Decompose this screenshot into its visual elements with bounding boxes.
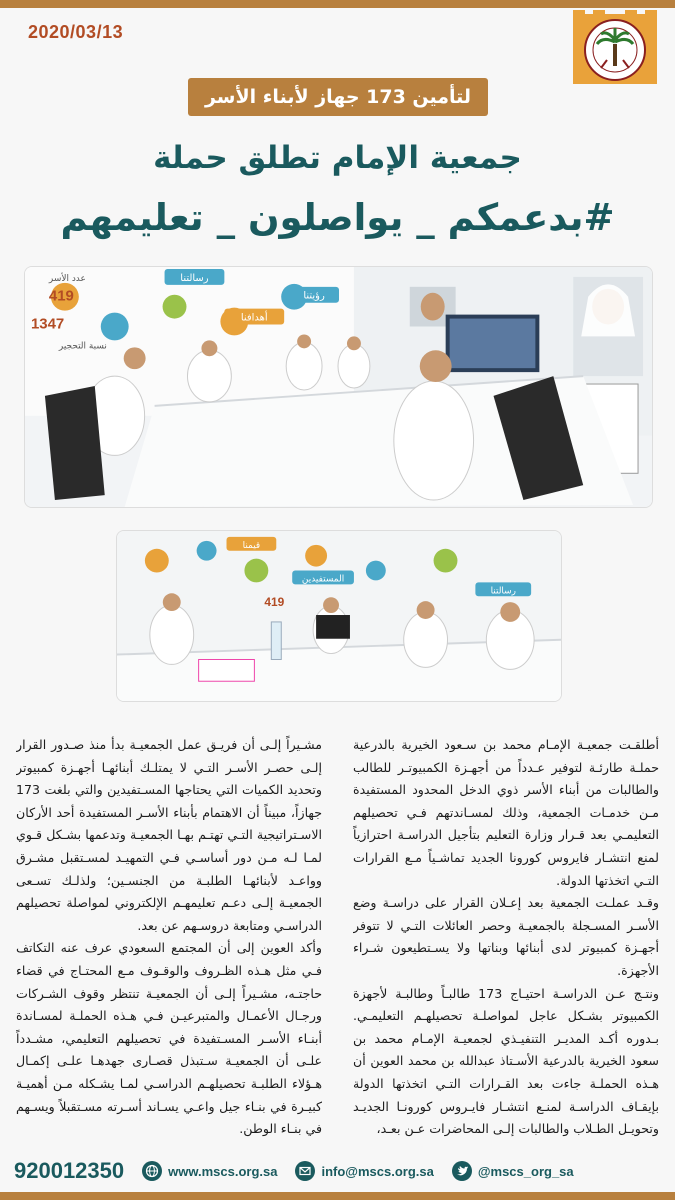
headline-line-1: جمعية الإمام تطلق حملة: [153, 140, 522, 176]
website-link[interactable]: [142, 1161, 277, 1181]
globe-icon: [142, 1161, 162, 1181]
sign-vision: رؤيتنا: [303, 290, 325, 302]
article-paragraph: وأكد العوين إلى أن المجتمع السعودي عرف عنه التكاتف فـي مثل هـذه الظـروف والوقـوف مـع المحتـاج في قضاء حاجتـه، مشـيراً إلـى أن الجمعيـة تنتظر وقوف الشـركات ورجـال الأعمـال والمتبرعيـن فـي هـذه الحملـة لمسـاندة أبنـاء الأسـر المسـتفيدة في تحصيلهم التعليمي، مشـدداً علـى أن الجمعيـة سـتبذل قصـارى جهدهـا علـى إكمـال هـؤلاء الطلبـة تحصيلهـم الدراسـي لمـا يشـكله مـن أهميـة كبيـرة في بنـاء جيل واعـي يسـاند أسـرته مسـتقبلاً ويسـهم في بنـاء الوطن.: [16, 940, 322, 1137]
email-text: info@mscs.org.sa: [321, 1163, 434, 1179]
bottom-border: [0, 1192, 675, 1200]
phone-number: 920012350: [14, 1158, 125, 1183]
sign-beneficiaries: المستفيدين: [301, 574, 345, 585]
email-link[interactable]: [295, 1161, 433, 1181]
subtitle-ribbon: لتأمين 173 جهاز لأبناء الأسر: [188, 78, 488, 116]
sign-goals: أهدافنا: [240, 312, 268, 324]
logo-emblem-icon: [567, 10, 663, 88]
top-border: [0, 0, 675, 8]
sign-mission-2: رسالتنا: [490, 586, 516, 597]
mail-icon: [295, 1161, 315, 1181]
sign-values: قيمنا: [242, 540, 261, 551]
headline-hashtag: #بدعمكم _ يواصلون _ تعليمهم: [60, 196, 615, 239]
meeting-photo-1: [24, 266, 653, 508]
article-paragraph: أطلقـت جمعيـة الإمـام محمد بن سـعود الخيرية بالدرعية حملـة طارئـة لتوفير عـدداً من أجهـزة الكمبيوتـر للطالب والطالبات من أبناء الأسر ذوي الدخل المحدود المستفيدة مـن خدمـات الجمعية، وذلك لمسـاندتهم فـي تحصيلهم التعليمـي بعد قـرار وزارة التعليم بتأجيل الدراسـة احترازياً لمنع انتشـار فايروس كورونا الجديد تماشـياً مـع القرارات التـي اتخذتها الدولة.: [353, 737, 659, 888]
article-paragraph: وقـد عملـت الجمعية بعد إعـلان القرار على دراسـة وضع الأسـر المسـجلة بالجمعيـة وحصر العائلات التـي لا تتوفر أجهـزة كمبيوتر لدى أبنائها وبناتها ولا يسـتطيعون شـراء الأجهزة.: [353, 895, 659, 978]
article-column-left: [16, 734, 322, 1152]
publish-date: 2020/03/13: [28, 22, 124, 42]
twitter-link[interactable]: [452, 1161, 574, 1181]
article-paragraph: ونتـج عـن الدراسـة احتيـاج 173 طالبـاً وطالبـة لأجهزة الكمبيوتر بشـكل عاجل لمواصلـة تحصيلهـم التعليمـي. بـدوره أكـد المديـر التنفيـذي لجمعيـة الإمـام محمد بن سعود الخيرية بالدرعية الأسـتاذ عبدالله بن محمد العوين أن هـذه الحملـة جاءت بعد القـرارات التـي اتخذتها الدولة بإيقـاف الدراسـة لمنـع انتشـار فايـروس كورونـا الجديـد وتحويـل الطـلاب والطالبات إلـى المحاضرات عـن بعـد،: [353, 985, 659, 1137]
twitter-handle: @mscs_org_sa: [477, 1163, 574, 1179]
sign-stat1-label: عدد الأسر: [48, 273, 86, 284]
meeting-photo-2: [116, 530, 562, 702]
article-paragraph: مشـيراً إلـى أن فريـق عمل الجمعيـة بدأ منذ صـدور القرار إلـى حصـر الأسـر التـي لا يمتلـك أبنائهـا أجهـزة كمبيوتر وتحديد الكميات التي يحتاجها المسـتفيدين والتي بلغت 173 جهازاً، مبيناً أن الاهتمام بأبناء الأسـر المستفيدة أحد الأركان الاسـتراتيجية التـي تهتـم بهـا الجمعيـة وتدعمها بشـكل قـوي لمـا لـه مـن دور أساسـي فـي التمهيـد لمسـتقبل مشـرق وواعـد لأبنائهـا الطلبـة من الجنسـين؛ ولذلـك تسـعى الجمعيـة إلـى دعـم تعليمهـم الإلكتروني لمواصلة تحصيلهم الدراسـي ومتابعة دروسـهم عن بعد.: [16, 737, 322, 933]
sign-stat3-label: نسبة التحجير: [58, 341, 107, 352]
twitter-icon: [452, 1161, 472, 1181]
sign-stat1-value: 419: [48, 288, 74, 305]
contact-footer: [0, 1152, 675, 1190]
article-column-right: [353, 734, 659, 1152]
sign-mission: رسالتنا: [180, 272, 209, 284]
sign-stat2-value: 1347: [30, 316, 65, 333]
sign-stat-value: 419: [264, 595, 285, 610]
website-text: www.mscs.org.sa: [168, 1163, 278, 1179]
